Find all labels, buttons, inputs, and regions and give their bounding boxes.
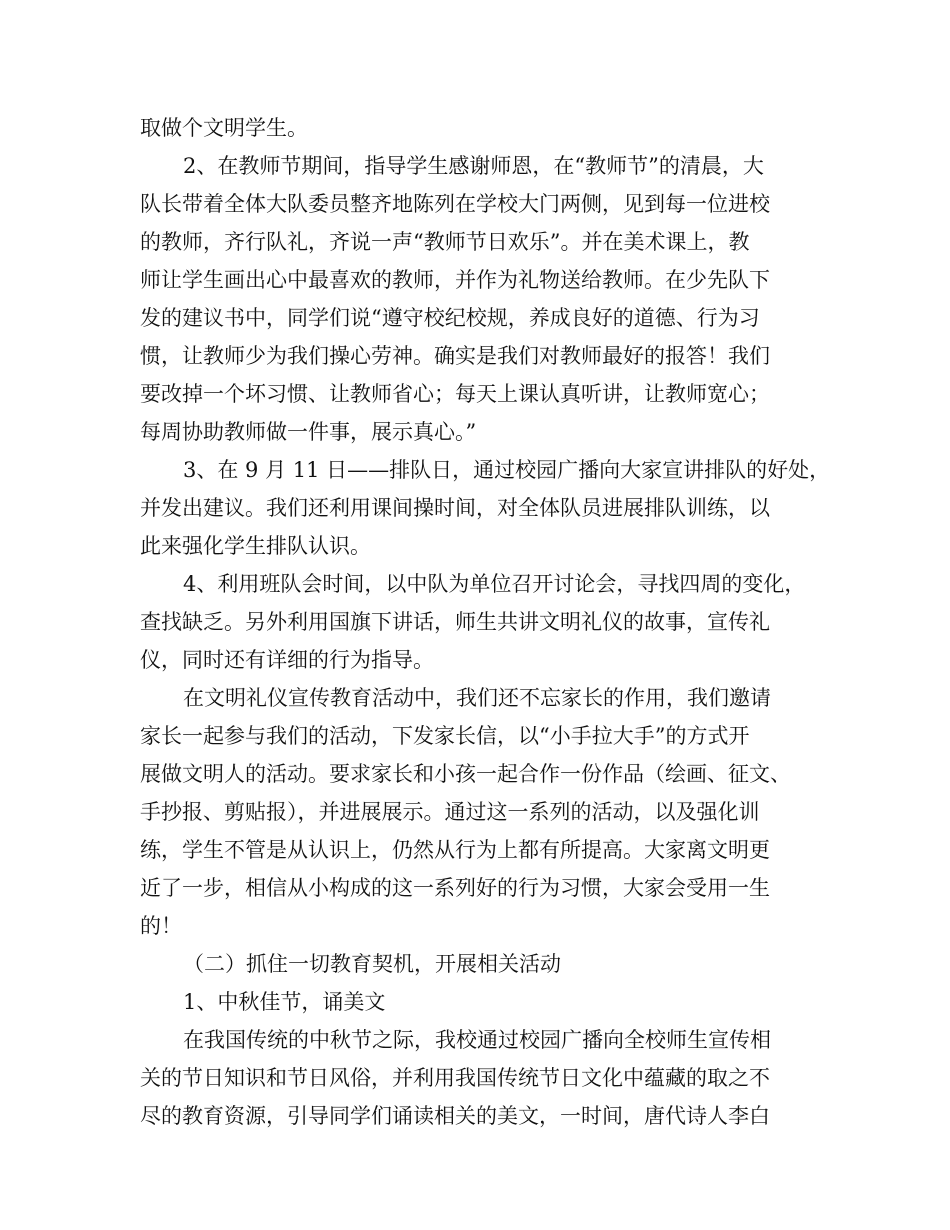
text-line: 家长一起参与我们的活动，下发家长信，以“小手拉大手”的方式开 <box>140 724 750 748</box>
text-line: 队长带着全体大队委员整齐地陈列在学校大门两侧，见到每一位进校 <box>140 192 770 216</box>
text-line: 练，学生不管是从认识上，仍然从行为上都有所提高。大家离文明更 <box>140 838 770 862</box>
text-line: 3、在 9 月 11 日——排队日，通过校园广播向大家宣讲排队的好处， <box>183 458 831 482</box>
text-line: 的！ <box>140 914 182 938</box>
text-line: 仪，同时还有详细的行为指导。 <box>140 648 434 672</box>
text-line: 2、在教师节期间，指导学生感谢师恩，在“教师节”的清晨，大 <box>183 154 764 178</box>
text-line: 展做文明人的活动。要求家长和小孩一起合作一份作品（绘画、征文、 <box>140 762 791 786</box>
text-line: 要改掉一个坏习惯、让教师省心；每天上课认真听讲，让教师宽心； <box>140 382 770 406</box>
text-line: 查找缺乏。另外利用国旗下讲话，师生共讲文明礼仪的故事，宣传礼 <box>140 610 770 634</box>
text-line: 在我国传统的中秋节之际，我校通过校园广播向全校师生宣传相 <box>183 1028 771 1052</box>
text-line: 尽的教育资源，引导同学们诵读相关的美文，一时间，唐代诗人李白 <box>140 1104 770 1128</box>
text-line: 此来强化学生排队认识。 <box>140 534 371 558</box>
text-line: 近了一步，相信从小构成的这一系列好的行为习惯，大家会受用一生 <box>140 876 770 900</box>
text-line: 取做个文明学生。 <box>140 116 308 140</box>
text-line: 4、利用班队会时间，以中队为单位召开讨论会，寻找四周的变化， <box>183 572 806 596</box>
text-line: 的教师，齐行队礼，齐说一声“教师节日欢乐”。并在美术课上，教 <box>140 230 750 254</box>
text-line: 并发出建议。我们还利用课间操时间，对全体队员进展排队训练，以 <box>140 496 770 520</box>
text-line: 在文明礼仪宣传教育活动中，我们还不忘家长的作用，我们邀请 <box>183 686 771 710</box>
text-line: 每周协助教师做一件事，展示真心。” <box>140 420 477 444</box>
subsection-heading: 1、中秋佳节，诵美文 <box>183 990 386 1014</box>
text-line: 师让学生画出心中最喜欢的教师，并作为礼物送给教师。在少先队下 <box>140 268 770 292</box>
text-line: 发的建议书中，同学们说“遵守校纪校规，养成良好的道德、行为习 <box>140 306 760 330</box>
text-line: 手抄报、剪贴报），并进展展示。通过这一系列的活动，以及强化训 <box>140 800 760 824</box>
text-line: 关的节日知识和节日风俗，并利用我国传统节日文化中蕴藏的取之不 <box>140 1066 770 1090</box>
section-heading: （二）抓住一切教育契机，开展相关活动 <box>183 952 561 976</box>
text-line: 惯，让教师少为我们操心劳神。确实是我们对教师最好的报答！我们 <box>140 344 770 368</box>
